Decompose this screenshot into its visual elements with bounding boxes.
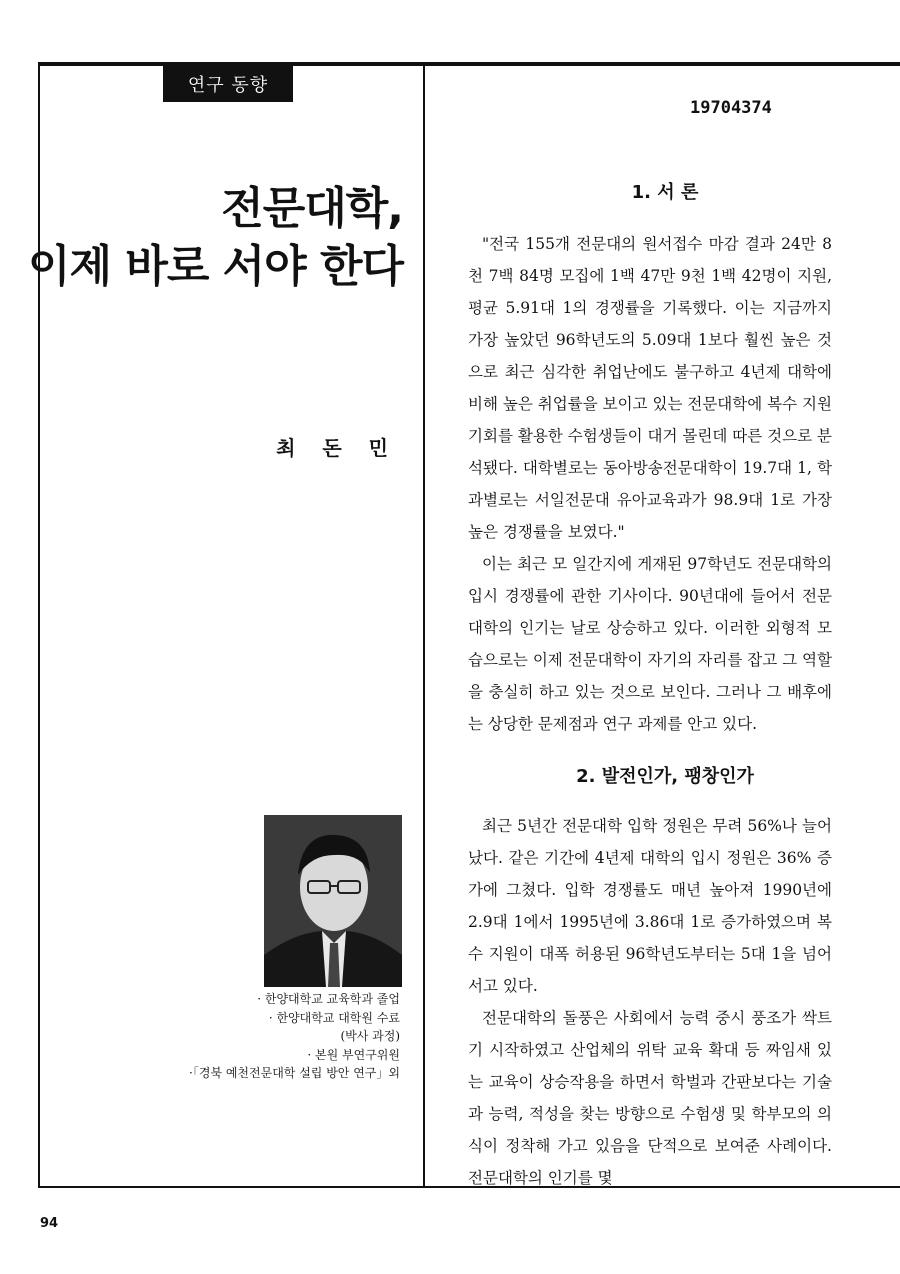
author-name: 최 돈 민	[276, 436, 398, 460]
bio-line: (박사 과정)	[340, 1029, 400, 1043]
column-divider	[423, 62, 425, 1188]
page-number: 94	[40, 1216, 59, 1231]
bio-line: · 한양대학교 대학원 수료	[268, 1010, 400, 1025]
author-bio	[189, 990, 400, 1083]
title-line-1: 전문대학,	[221, 183, 403, 234]
section-heading-1: 1. 서 론	[631, 182, 699, 203]
section-tag: 연구 동향	[163, 66, 293, 102]
paragraph: 전문대학의 돌풍은 사회에서 능력 중시 풍조가 싹트기 시작하였고 산업체의 위탁 교육 확대 등 짜임새 있는 교육이 상승작용을 하면서 학벌과 간판보다는 기술과 능력, 적성을 찾는 방향으로 수험생 및 학부모의 의식이 정착해 가고 있음을 단적으로 보여준 사례이다. 전문대학의 인기를 몇	[468, 1009, 832, 1187]
document-id: 19704374	[690, 98, 772, 118]
section-2-body	[468, 810, 832, 1194]
author-portrait-image	[264, 815, 402, 987]
section-heading-2: 2. 발전인가, 팽창인가	[576, 766, 754, 787]
title-line-2: 이제 바로 서야 한다	[28, 241, 403, 292]
paragraph: 최근 5년간 전문대학 입학 정원은 무려 56%나 늘어났다. 같은 기간에 4년제 대학의 입시 정원은 36% 증가에 그쳤다. 입학 경쟁률도 매년 높아져 1990년에 2.9대 1에서 1995년에 3.86대 1로 증가하였으며 복수 지원이 대폭 허용된 96학년도부터는 5대 1을 넘어 서고 있다.	[468, 817, 832, 995]
section-1-body	[468, 228, 832, 740]
paragraph: "전국 155개 전문대의 원서접수 마감 결과 24만 8천 7백 84명 모집에 1백 47만 9천 1백 42명이 지원, 평균 5.91대 1의 경쟁률을 기록했다. 이는 지금까지 가장 높았던 96학년도의 5.09대 1보다 훨씬 높은 것으로 최근 심각한 취업난에도 불구하고 4년제 대학에 비해 높은 취업률을 보이고 있는 전문대학에 복수 지원 기회를 활용한 수험생들이 대거 몰린데 따른 것으로 분석됐다. 대학별로는 동아방송전문대학이 19.7대 1, 학과별로는 서일전문대 유아교육과가 98.9대 1로 가장 높은 경쟁률을 보였다."	[468, 235, 832, 541]
article-title	[28, 180, 403, 296]
bio-line: · 본원 부연구위원	[307, 1047, 400, 1062]
bio-line: · 한양대학교 교육학과 졸업	[257, 992, 400, 1006]
paragraph: 이는 최근 모 일간지에 게재된 97학년도 전문대학의 입시 경쟁률에 관한 기사이다. 90년대에 들어서 전문대학의 인기는 날로 상승하고 있다. 이러한 외형적 모습으로는 이제 전문대학이 자기의 자리를 잡고 그 역할을 충실히 하고 있는 것으로 보인다. 그러나 그 배후에는 상당한 문제점과 연구 과제를 안고 있다.	[468, 555, 832, 733]
bio-line: ·「경북 예천전문대학 설립 방안 연구」외	[189, 1066, 400, 1080]
author-photo	[264, 815, 402, 987]
